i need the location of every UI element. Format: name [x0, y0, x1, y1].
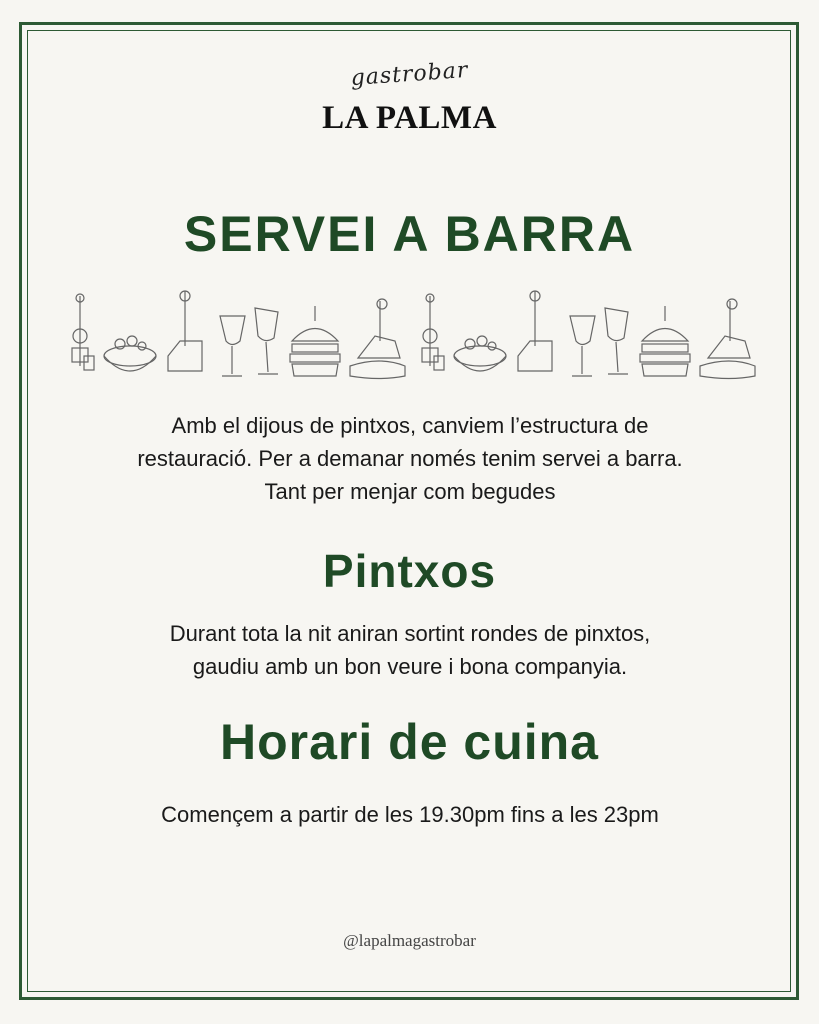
inner-frame	[27, 30, 791, 992]
pintxos-line: gaudiu amb un bon veure i bona companyia.	[192, 654, 628, 679]
intro-paragraph	[60, 409, 760, 508]
page-title: SERVEI A BARRA	[183, 206, 636, 262]
intro-line: Tant per menjar com begudes	[264, 479, 556, 504]
intro-line: Amb el dijous de pintxos, canviem l’estructura de	[171, 413, 649, 438]
horari-text: Començem a partir de les 19.30pm fins a les 23pm	[161, 802, 659, 827]
social-handle: @lapalmagastrobar	[343, 931, 476, 950]
horari-heading: Horari de cuina	[220, 714, 599, 770]
logo-script-text: gastrobar	[349, 57, 470, 92]
bowl-icon	[104, 336, 156, 371]
skewer-icon	[168, 291, 202, 371]
toast-icon	[350, 299, 405, 379]
logo-brand-name: LA PALMA	[322, 100, 497, 136]
pintxos-line: Durant tota la nit aniran sortint rondes de pinxtos,	[169, 621, 651, 646]
tapas-illustration	[60, 286, 760, 386]
pintxos-paragraph	[60, 617, 760, 683]
pintxos-heading: Pintxos	[322, 545, 497, 597]
wine-glasses-icon	[220, 308, 278, 376]
intro-line: restauració. Per a demanar només tenim servei a barra.	[137, 446, 683, 471]
skewer-icon	[72, 294, 94, 370]
burger-icon	[290, 306, 340, 376]
